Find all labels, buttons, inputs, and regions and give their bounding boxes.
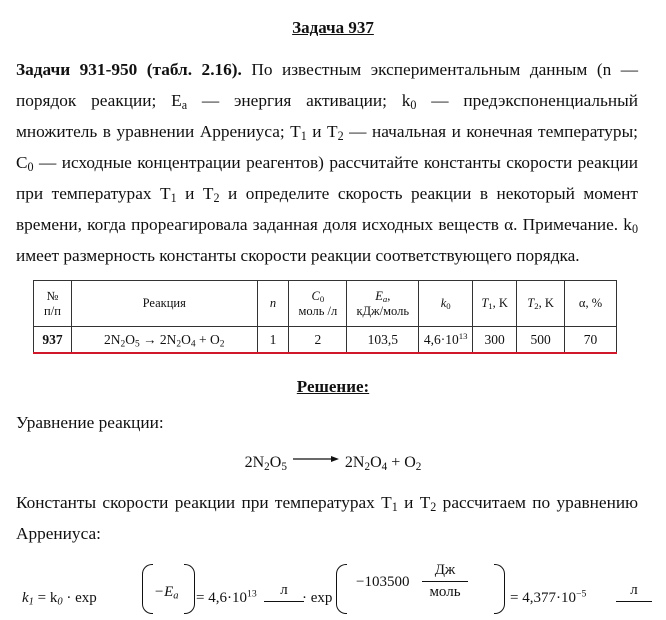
eq-text: 2N — [244, 454, 265, 471]
eq-text: + O — [387, 454, 416, 471]
fraction-line — [264, 601, 304, 602]
sub-text: 1 — [488, 301, 493, 312]
eq-text: O — [370, 454, 382, 471]
solution-heading: Решение: — [296, 377, 370, 396]
formula-text: · exp — [62, 590, 97, 606]
sub-text: 5 — [281, 460, 287, 473]
sub-text: 2 — [264, 460, 270, 473]
formula-text: Дж — [434, 562, 456, 578]
formula-text: = k — [33, 590, 58, 606]
header-text: , K — [538, 296, 554, 310]
eq-text: 2N — [344, 454, 365, 471]
para-text: рассчитаем по уравнению Аррениуса: — [16, 493, 638, 543]
sup-text: −5 — [575, 588, 587, 600]
cell-t1: 300 — [473, 327, 517, 353]
sub-text: 0 — [319, 293, 325, 304]
formula-text: = 4,6·10 — [196, 590, 247, 606]
header-t2 — [517, 281, 565, 327]
sub-text: 0 — [410, 98, 417, 113]
sub-text: 2 — [364, 460, 371, 473]
cell-num: 937 — [34, 327, 72, 353]
formula-num1 — [154, 584, 179, 601]
header-text: кДж/моль — [356, 303, 410, 318]
header-k0 — [419, 281, 473, 327]
intro-text: — исходные концентрации реагентов) рассчитайте константы скорости реакции при температурах T — [16, 153, 638, 203]
sub-text: a — [173, 590, 179, 602]
sub-text: 0 — [631, 222, 638, 237]
formula-num2: −103500 — [356, 574, 410, 590]
sup-text: 13 — [246, 588, 257, 600]
reaction-equation — [0, 454, 666, 472]
formula-text: −E — [154, 584, 174, 600]
reaction-arrow: → — [139, 331, 160, 347]
formula-text: л — [630, 582, 638, 598]
header-reaction: Реакция — [71, 281, 257, 327]
sub-text: 0 — [446, 301, 451, 312]
sub-text: 4 — [381, 460, 388, 473]
header-text: E — [375, 288, 383, 303]
page-title: Задача 937 — [292, 18, 374, 37]
cell-text: O — [181, 331, 191, 347]
cell-c0: 2 — [289, 327, 347, 353]
sup-text: 13 — [458, 330, 468, 341]
formula-eq2 — [196, 590, 257, 607]
sub-text: 2 — [430, 500, 437, 515]
sub-text: 2 — [213, 191, 220, 206]
fraction-line — [616, 601, 652, 602]
cell-text: 2N — [159, 331, 177, 347]
sub-text: 2 — [337, 129, 344, 144]
table-row — [34, 327, 617, 353]
sub-text: 5 — [134, 338, 140, 349]
sub-text: 4 — [190, 338, 196, 349]
sub-text: 1 — [391, 500, 398, 515]
sub-text: 2 — [176, 338, 182, 349]
sub-text: 0 — [57, 596, 63, 608]
header-num — [34, 281, 72, 327]
header-ea: $E_a$, кДж/моль — [347, 281, 419, 327]
cell-t2: 500 — [517, 327, 565, 353]
long-arrow-icon — [293, 455, 339, 463]
header-c0 — [289, 281, 347, 327]
sub-text: 2 — [415, 460, 422, 473]
cell-text: 2N — [103, 331, 121, 347]
problem-range: Задачи 931-950 (табл. 2.16). — [16, 60, 242, 79]
intro-text: имеет размерность константы скорости реакции соответствующего порядка. — [16, 246, 580, 265]
unit-j-mol — [422, 562, 468, 601]
formula-exp2: · exp — [302, 590, 333, 606]
header-text: п/п — [44, 303, 61, 318]
header-text: T — [527, 296, 535, 310]
intro-text: — предэкспоненциальный множитель в уравнении Аррениуса; T — [16, 91, 639, 141]
intro-text: По известным экспериментальным данным (n — порядок реакции; E — [16, 60, 638, 110]
sub-text: 2 — [120, 338, 126, 349]
data-table — [33, 280, 617, 353]
cell-reaction — [71, 327, 257, 353]
sub-text: a — [181, 98, 188, 113]
sub-text: 1 — [170, 191, 177, 206]
fraction-line — [422, 581, 468, 582]
arrhenius-intro — [16, 487, 638, 549]
formula-text: k — [22, 590, 29, 606]
cell-n: 1 — [257, 327, 289, 353]
intro-text: и T — [176, 184, 214, 203]
formula-lhs — [22, 590, 97, 607]
formula-text: моль — [429, 584, 461, 600]
eq-text: O — [269, 454, 282, 471]
sub-text: 1 — [28, 596, 34, 608]
header-alpha: α, % — [565, 281, 617, 327]
para-text: Константы скорости реакции при температурах T — [16, 493, 392, 512]
sub-text: a — [382, 293, 388, 304]
header-n: n — [257, 281, 289, 327]
sub-text: 1 — [300, 129, 307, 144]
cell-text: + O — [195, 331, 220, 347]
header-text: T — [481, 296, 489, 310]
table-header-row — [34, 281, 617, 327]
unit-l — [264, 582, 304, 604]
sub-text: 2 — [534, 301, 539, 312]
intro-text: и определите скорость реакции в некоторый момент времени, когда прореагировала заданная доля исходных веществ α. Примечание. k — [16, 184, 638, 234]
sub-text: 2 — [219, 338, 225, 349]
para-text: и T — [397, 493, 431, 512]
formula-text: л — [280, 582, 288, 598]
formula-eq3 — [510, 590, 586, 607]
header-text: k — [440, 296, 447, 310]
cell-alpha: 70 — [565, 327, 617, 353]
problem-statement — [16, 54, 638, 271]
cell-text: 4,6·10 — [423, 331, 459, 347]
header-text: № — [46, 288, 59, 303]
table-underline — [33, 352, 617, 354]
cell-ea: 103,5 — [347, 327, 419, 353]
intro-text: — энергия активации; k — [187, 91, 411, 110]
cell-text: O — [125, 331, 135, 347]
header-text: , K — [492, 296, 508, 310]
unit-l2 — [616, 582, 652, 604]
sub-text: 0 — [27, 160, 34, 175]
intro-text: — начальная и конечная температуры; C — [16, 122, 638, 172]
formula-text: = 4,377·10 — [510, 590, 576, 606]
arrhenius-formula — [16, 560, 656, 620]
header-text: моль /л — [298, 303, 338, 318]
header-t1 — [473, 281, 517, 327]
intro-text: и T — [306, 122, 338, 141]
equation-label: Уравнение реакции: — [16, 413, 164, 432]
header-text: C — [311, 288, 320, 303]
cell-k0 — [419, 327, 473, 353]
